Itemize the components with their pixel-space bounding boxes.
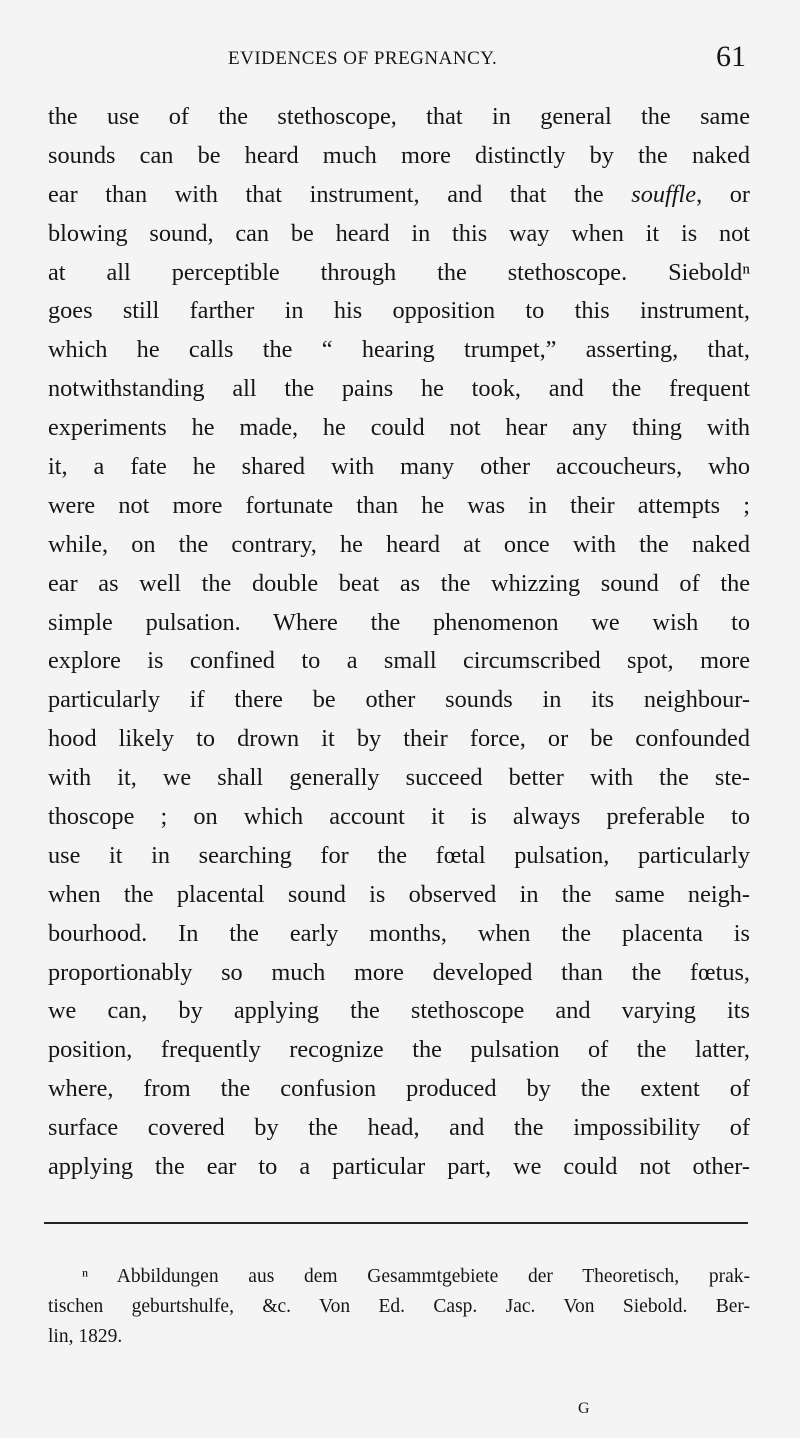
text-line: ear as well the double beat as the whizzing sound of the — [48, 569, 750, 597]
text-line: goes still farther in his opposition to this instrument, — [48, 297, 750, 325]
text-line: experiments he made, he could not hear any thing with — [48, 414, 750, 442]
text-line: surface covered by the head, and the impossibility of — [48, 1114, 750, 1142]
footnote-line: tischen geburtshulfe, &c. Von Ed. Casp. Jac. Von Siebold. Ber- — [48, 1296, 750, 1317]
body-text — [48, 98, 750, 1187]
running-head — [48, 40, 750, 80]
text-line: simple pulsation. Where the phenomenon we wish to — [48, 608, 750, 636]
text-line: blowing sound, can be heard in this way when it is not — [48, 219, 750, 247]
text-line: sounds can be heard much more distinctly by the naked — [48, 141, 750, 169]
text-line: where, from the confusion produced by the extent of — [48, 1075, 750, 1103]
running-title: EVIDENCES OF PREGNANCY. — [228, 48, 498, 69]
text-line: proportionably so much more developed than the fœtus, — [48, 958, 750, 986]
text-line: explore is confined to a small circumscribed spot, more — [48, 647, 750, 675]
text-line: hood likely to drown it by their force, or be confounded — [48, 725, 750, 753]
text-line: applying the ear to a particular part, we could not other- — [48, 1153, 750, 1181]
text-line: bourhood. In the early months, when the placenta is — [48, 919, 750, 947]
text-line: notwithstanding all the pains he took, and the frequent — [48, 375, 750, 403]
page-number: 61 — [716, 40, 746, 73]
text-line: while, on the contrary, he heard at once with the naked — [48, 530, 750, 558]
text-line: we can, by applying the stethoscope and varying its — [48, 997, 750, 1025]
text-line: were not more fortunate than he was in their attempts ; — [48, 491, 750, 519]
footnote-rule — [44, 1222, 748, 1224]
text-line: with it, we shall generally succeed better with the ste- — [48, 764, 750, 792]
text-line: which he calls the “ hearing trumpet,” asserting, that, — [48, 336, 750, 364]
text-line: thoscope ; on which account it is always preferable to — [48, 803, 750, 831]
text-line: it, a fate he shared with many other accoucheurs, who — [48, 453, 750, 481]
footnote-line: ⁿ Abbildungen aus dem Gesammtgebiete der Theoretisch, prak- — [82, 1266, 750, 1287]
footnote — [48, 1262, 750, 1352]
text-line: at all perceptible through the stethoscope. Sieboldⁿ — [48, 258, 750, 286]
text-line: the use of the stethoscope, that in general the same — [48, 103, 750, 130]
signature-mark: G — [578, 1400, 590, 1417]
text-line: when the placental sound is observed in the same neigh- — [48, 880, 750, 908]
footnote-line: lin, 1829. — [48, 1326, 123, 1347]
text-line: use it in searching for the fœtal pulsation, particularly — [48, 841, 750, 869]
italic-term: souffle — [631, 180, 697, 208]
text-line: particularly if there be other sounds in its neighbour- — [48, 686, 750, 714]
text-line: position, frequently recognize the pulsation of the latter, — [48, 1036, 750, 1064]
text-line: ear than with that instrument, and that the souffle, or — [48, 180, 750, 208]
